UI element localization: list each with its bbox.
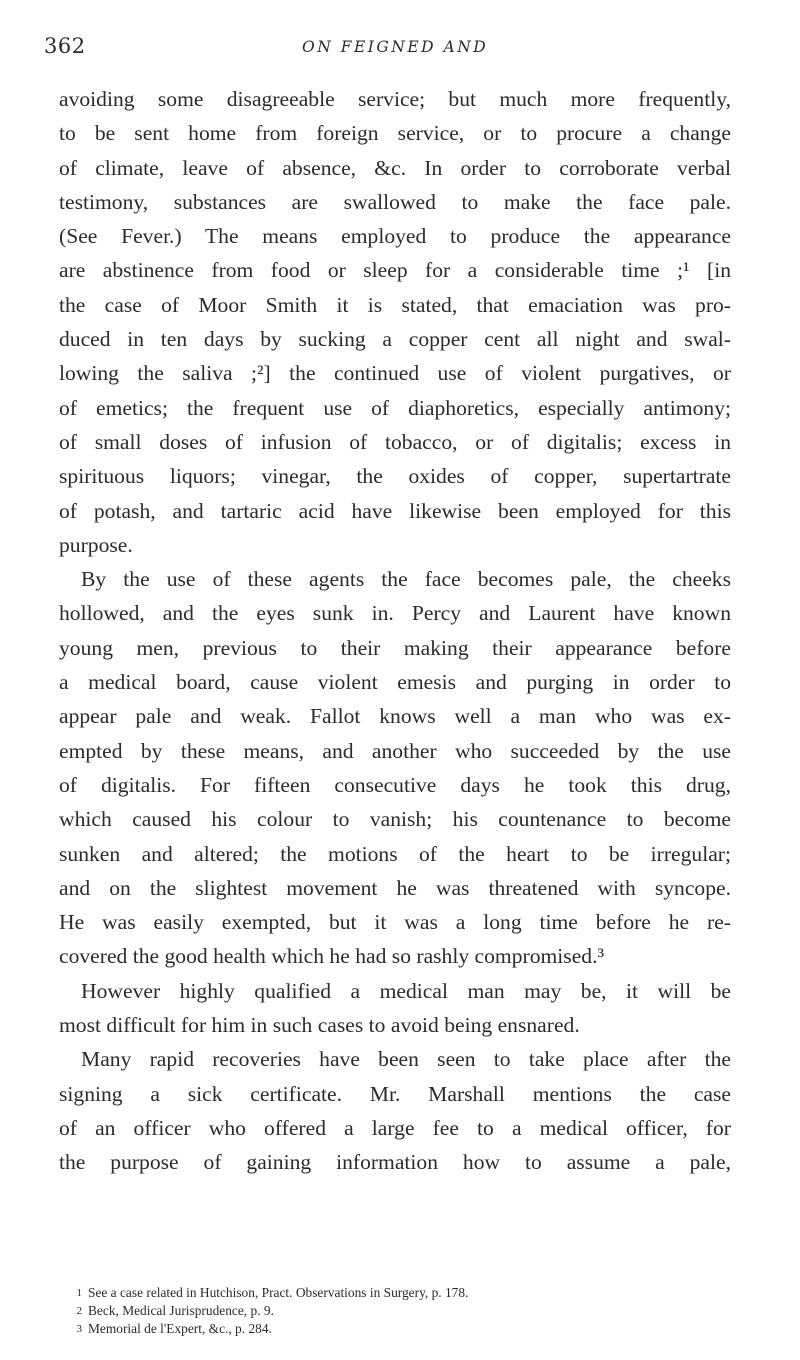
text-line: covered the good health which he had so rashly compromised.³ xyxy=(59,944,604,969)
text-line: of digitalis. For fifteen consecutive days he took this drug, xyxy=(59,772,731,797)
body-text xyxy=(59,82,731,1180)
footnote-mark: 1 xyxy=(76,1287,82,1299)
text-line: the case of Moor Smith it is stated, that emaciation was pro- xyxy=(59,292,731,317)
page-number: 362 xyxy=(44,34,86,58)
text-line: of an officer who offered a large fee to a medical officer, for xyxy=(59,1115,731,1140)
footnote-mark: 2 xyxy=(76,1305,82,1317)
text-line: young men, previous to their making their appearance before xyxy=(59,635,731,660)
text-line: most difficult for him in such cases to avoid being ensnared. xyxy=(59,1013,580,1038)
footnote-mark: 3 xyxy=(76,1323,82,1335)
text-line: to be sent home from foreign service, or to procure a change xyxy=(59,121,731,146)
text-line: spirituous liquors; vinegar, the oxides of copper, supertartrate xyxy=(59,464,731,489)
text-line: duced in ten days by sucking a copper cent all night and swal- xyxy=(59,327,731,352)
text-line: testimony, substances are swallowed to make the face pale. xyxy=(59,189,731,214)
text-line: However highly qualified a medical man may be, it will be xyxy=(81,978,731,1003)
text-line: are abstinence from food or sleep for a considerable time ;¹ [in xyxy=(59,258,731,283)
text-line: the purpose of gaining information how to assume a pale, xyxy=(59,1150,731,1175)
text-line: and on the slightest movement he was threatened with syncope. xyxy=(59,875,731,900)
footnote-text: Beck, Medical Jurisprudence, p. 9. xyxy=(88,1303,274,1318)
footnote xyxy=(60,1320,732,1338)
running-title: ON FEIGNED AND xyxy=(302,38,489,56)
text-line: empted by these means, and another who succeeded by the use xyxy=(59,738,731,763)
text-line: signing a sick certificate. Mr. Marshall mentions the case xyxy=(59,1081,731,1106)
footnote xyxy=(60,1284,732,1302)
text-line: He was easily exempted, but it was a long time before he re- xyxy=(59,910,731,935)
text-line: of emetics; the frequent use of diaphoretics, especially antimony; xyxy=(59,395,731,420)
text-line: appear pale and weak. Fallot knows well a man who was ex- xyxy=(59,704,731,729)
text-line: purpose. xyxy=(59,532,133,557)
text-line: of climate, leave of absence, &c. In order to corroborate verbal xyxy=(59,155,731,180)
text-line: hollowed, and the eyes sunk in. Percy and Laurent have known xyxy=(59,601,731,626)
footnotes xyxy=(60,1284,732,1338)
text-line: avoiding some disagreeable service; but much more frequently, xyxy=(59,87,731,111)
text-line: of small doses of infusion of tobacco, or of digitalis; excess in xyxy=(59,429,731,454)
page-header xyxy=(44,34,764,68)
footnote xyxy=(60,1302,732,1320)
text-line: (See Fever.) The means employed to produce the appearance xyxy=(59,224,731,249)
text-line: of potash, and tartaric acid have likewise been employed for this xyxy=(59,498,731,523)
text-line: Many rapid recoveries have been seen to take place after the xyxy=(81,1047,731,1072)
footnote-text: Memorial de l'Expert, &c., p. 284. xyxy=(88,1321,272,1336)
text-line: lowing the saliva ;²] the continued use of violent purgatives, or xyxy=(59,361,731,386)
text-line: By the use of these agents the face becomes pale, the cheeks xyxy=(81,567,731,592)
footnote-text: See a case related in Hutchison, Pract. Observations in Surgery, p. 178. xyxy=(88,1285,469,1300)
text-line: which caused his colour to vanish; his countenance to become xyxy=(59,807,731,832)
text-line: a medical board, cause violent emesis and purging in order to xyxy=(59,670,731,695)
text-line: sunken and altered; the motions of the heart to be irregular; xyxy=(59,841,731,866)
